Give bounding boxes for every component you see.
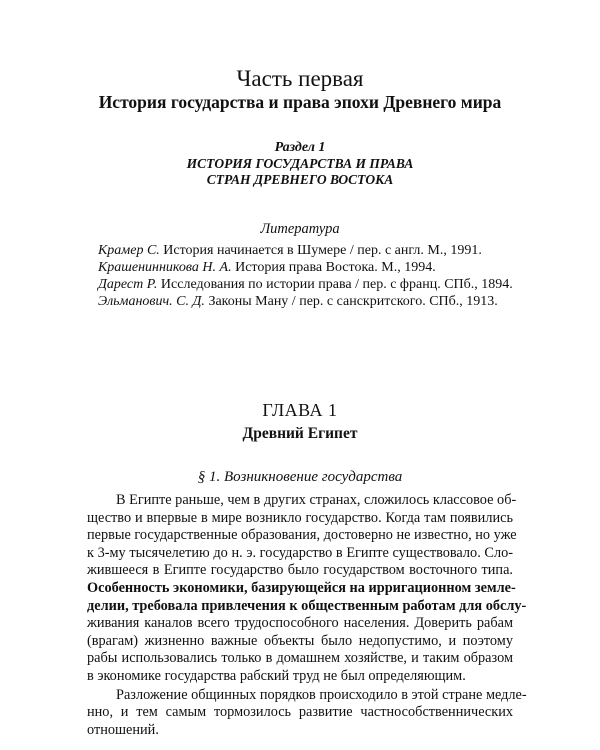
section-label: Раздел 1 (274, 140, 326, 155)
text-line: жившееся в Египте государство было государством восточного типа. (87, 562, 513, 579)
chapter-number: ГЛАВА 1 (262, 400, 338, 420)
entry-author: Дарест Р. (98, 277, 158, 292)
text-line: к 3-му тысячелетию до н. э. государство в Египте существовало. Сло- (87, 544, 513, 561)
bibliography-entry (98, 293, 578, 310)
bibliography-entry (98, 259, 578, 276)
bibliography-entry (98, 242, 578, 259)
text-line: делии, требовала привлечения к общественным работам для обслу- (87, 597, 527, 614)
entry-author: Эльманович. С. Д. (98, 294, 205, 309)
section-title-line-1: ИСТОРИЯ ГОСУДАРСТВА И ПРАВА (186, 156, 414, 171)
text-line: щество и впервые в мире возникло государство. Когда там появились (87, 509, 513, 526)
text-line: (врагам) жизненно важные объекты было недопустимо, и поэтому (87, 632, 513, 649)
text-line: отношений. (87, 721, 159, 738)
text-line: первые государственные образования, достоверно не известно, но уже (87, 527, 517, 544)
text-line: Особенность экономики, базирующейся на ирригационном земле- (87, 579, 516, 596)
chapter-title: Древний Египет (242, 425, 358, 442)
section-title-line-2: СТРАН ДРЕВНЕГО ВОСТОКА (206, 172, 394, 187)
entry-text: История права Востока. М., 1994. (231, 260, 436, 275)
paragraph-heading: § 1. Возникновение государства (197, 469, 403, 485)
entry-author: Крашенинникова Н. А. (98, 260, 232, 275)
literature-heading: Литература (260, 221, 340, 237)
entry-author: Крамер С. (98, 243, 160, 258)
text-line: в экономике государства рабский труд не был определяющим. (87, 667, 466, 684)
part-title: Часть первая (236, 66, 364, 91)
text-line: Разложение общинных порядков происходило в этой стране медле- (116, 686, 527, 703)
text-line: рабы использовались только в домашнем хозяйстве, и таким образом (87, 650, 513, 667)
text-line: В Египте раньше, чем в других странах, сложилось классовое об- (116, 492, 517, 508)
entry-text: Законы Ману / пер. с санскритского. СПб., 1913. (204, 294, 498, 309)
entry-text: Исследования по истории права / пер. с франц. СПб., 1894. (157, 277, 513, 292)
bibliography-entry (98, 276, 578, 293)
body-text (87, 492, 527, 739)
part-subtitle: История государства и права эпохи Древнего мира (98, 92, 502, 112)
entry-text: История начинается в Шумере / пер. с англ. М., 1991. (159, 243, 482, 258)
text-line: нно, и тем самым тормозилось развитие частнособственнических (87, 704, 513, 721)
text-line: живания каналов всего трудоспособного населения. Доверить рабам (87, 615, 513, 632)
bibliography-list (98, 242, 578, 310)
